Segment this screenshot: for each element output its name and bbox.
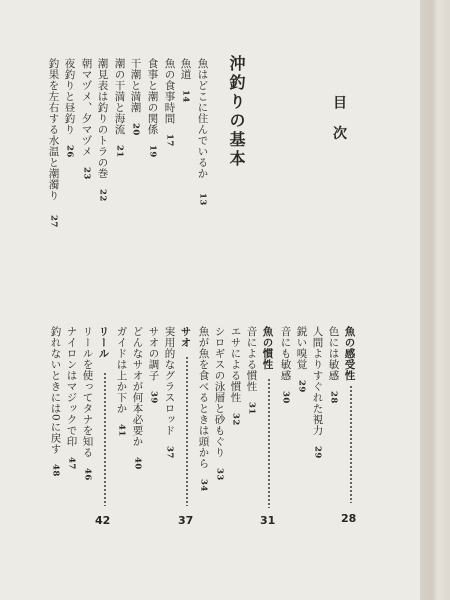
entry-page: 21	[114, 144, 125, 158]
section-heading: リール	[97, 326, 110, 359]
toc-entry	[148, 326, 159, 404]
entry-text: 魚が魚を食べるときは頭から	[197, 326, 210, 469]
entry-text: 魚はどこに住んでいるか	[196, 58, 209, 179]
entry-page: 48	[50, 464, 61, 477]
entry-page: 30	[280, 390, 291, 404]
toc-entry	[66, 326, 77, 470]
entry-text: 音にも敏感	[279, 326, 292, 381]
leader-dots	[104, 372, 106, 506]
entry-text: 鋭い嗅覚	[295, 326, 308, 370]
toc-entry	[147, 58, 158, 158]
entry-text: リールを使ってタナを知る	[81, 326, 94, 458]
toc-entry	[280, 326, 291, 404]
entry-text: 魚道	[179, 58, 192, 80]
entry-text: 実用的なグラスロッド	[163, 326, 176, 436]
leader-dots	[268, 378, 270, 508]
toc-entry	[197, 58, 208, 206]
entry-page: 29	[296, 379, 307, 393]
toc-entry	[180, 58, 191, 103]
entry-page: 47	[66, 456, 77, 470]
entry-page: 29	[312, 445, 323, 459]
entry-page: 32	[230, 412, 241, 426]
entry-text: エサによる慣性	[229, 326, 242, 403]
toc-entry	[164, 58, 175, 147]
entry-text: 色には敏感	[327, 326, 340, 381]
section-heading: サオ	[179, 326, 192, 348]
section-page: 42	[95, 514, 111, 527]
toc-entry	[130, 58, 141, 136]
entry-page: 22	[97, 188, 108, 202]
entry-page: 41	[116, 423, 127, 437]
chapter-title: 沖釣りの基本	[227, 55, 246, 169]
toc-entry	[198, 326, 209, 492]
entry-text: どんなサオが何本必要か	[131, 326, 144, 447]
leader-dots	[186, 356, 188, 506]
entry-page: 28	[328, 390, 339, 404]
entry-text: 人間よりすぐれた視力	[311, 326, 324, 436]
entry-page: 19	[147, 144, 158, 158]
toc-entry	[164, 326, 175, 459]
entry-page: 33	[214, 467, 225, 481]
entry-text: 潮見表は釣りのトラの巻	[96, 58, 109, 179]
entry-text: ガイドは上か下か	[115, 326, 128, 414]
entry-page: 23	[81, 166, 92, 180]
entry-page: 39	[148, 390, 159, 404]
section-heading: 魚の慣性	[261, 326, 274, 370]
entry-page: 40	[132, 456, 143, 470]
entry-page: 31	[246, 401, 257, 415]
toc-entry	[312, 326, 323, 459]
leader-dots	[350, 385, 352, 503]
toc-title: 目 次	[331, 95, 347, 146]
toc-entry	[230, 326, 241, 426]
toc-entry	[116, 326, 127, 437]
entry-page: 37	[164, 445, 175, 459]
entry-text: 干潮と満潮	[129, 58, 142, 113]
entry-page: 34	[198, 478, 209, 492]
toc-entry	[82, 326, 93, 481]
entry-page: 14	[180, 89, 191, 103]
section-page: 28	[341, 512, 357, 525]
section-heading: 魚の感受性	[343, 326, 356, 381]
entry-page: 17	[164, 133, 175, 147]
entry-text: 潮の干満と海流	[113, 58, 126, 135]
toc-entry	[214, 326, 225, 481]
entry-text: 音による慣性	[245, 326, 258, 392]
entry-text: シロギスの泳層と砂もぐり	[213, 326, 226, 458]
entry-text: 魚の食事時間	[163, 58, 176, 124]
book-gutter	[420, 0, 450, 600]
toc-entry	[50, 326, 61, 477]
toc-entry	[246, 326, 257, 415]
toc-entry	[64, 58, 75, 158]
entry-text: 夜釣りと昼釣り	[63, 58, 76, 135]
section-page: 31	[260, 514, 276, 527]
entry-page: 27	[48, 214, 59, 228]
toc-entry	[97, 58, 108, 202]
toc-entry	[328, 326, 339, 404]
entry-page: 13	[197, 192, 208, 206]
toc-entry	[81, 58, 92, 180]
entry-text: 食事と潮の関係	[146, 58, 159, 135]
toc-entry	[114, 58, 125, 158]
section-page: 37	[178, 514, 194, 527]
entry-text: 朝マヅメ、夕マヅメ	[80, 58, 93, 157]
toc-entry	[296, 326, 307, 393]
entry-text: サオの調子	[147, 326, 160, 381]
entry-page: 26	[64, 144, 75, 158]
entry-page: 46	[82, 467, 93, 481]
entry-text: 釣果を左右する水温と潮濁り	[47, 58, 60, 201]
toc-entry	[48, 58, 59, 228]
toc-entry	[132, 326, 143, 470]
entry-page: 20	[130, 122, 141, 136]
entry-text: 釣れないときには0に戻す	[49, 326, 62, 455]
entry-text: ナイロンはマジックで印	[65, 326, 78, 447]
